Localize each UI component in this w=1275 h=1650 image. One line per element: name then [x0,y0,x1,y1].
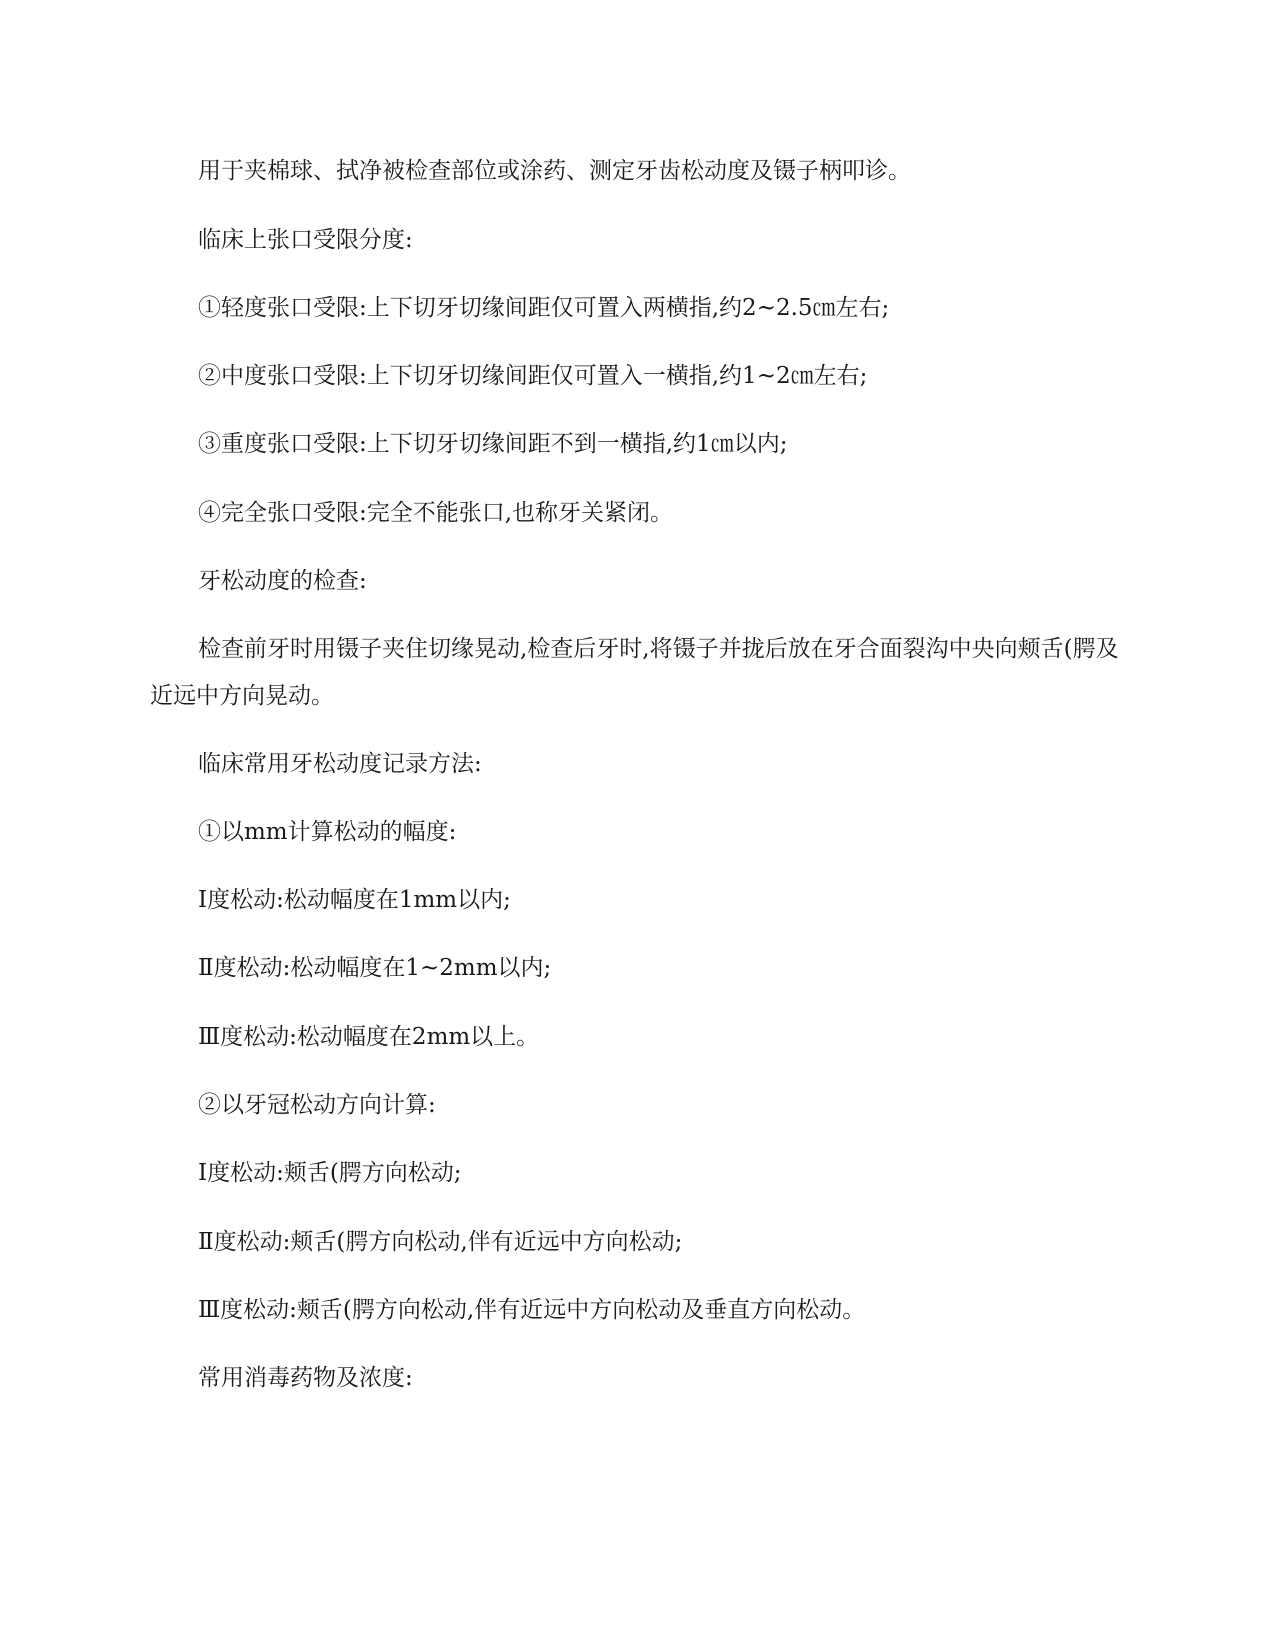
list-item-direction-degree-1: Ⅰ度松动:颊舌(腭方向松动; [198,1160,462,1186]
list-item-mild-trismus: ①轻度张口受限:上下切牙切缘间距仅可置入两横指,约2~2.5㎝左右; [198,295,890,321]
list-item-method-by-direction: ②以牙冠松动方向计算: [198,1092,436,1118]
list-item-severe-trismus: ③重度张口受限:上下切牙切缘间距不到一横指,约1㎝以内; [198,431,788,457]
paragraph-mobility-exam-method: 检查前牙时用镊子夹住切缘晃动,检查后牙时,将镊子并拢后放在牙合面裂沟中央向颊舌(腭及近远中方向晃动。 [150,636,1119,709]
heading-trismus-grading: 临床上张口受限分度: [198,227,413,253]
list-item-mm-degree-3: Ⅲ度松动:松动幅度在2mm以上。 [198,1024,540,1050]
list-item-method-by-mm: ①以mm计算松动的幅度: [198,819,457,845]
list-item-mm-degree-1: Ⅰ度松动:松动幅度在1mm以内; [198,887,511,913]
list-item-direction-degree-2: Ⅱ度松动:颊舌(腭方向松动,伴有近远中方向松动; [198,1229,683,1255]
list-item-moderate-trismus: ②中度张口受限:上下切牙切缘间距仅可置入一横指,约1~2㎝左右; [198,363,868,389]
list-item-direction-degree-3: Ⅲ度松动:颊舌(腭方向松动,伴有近远中方向松动及垂直方向松动。 [198,1297,866,1323]
heading-mobility-recording-methods: 临床常用牙松动度记录方法: [198,751,482,777]
heading-tooth-mobility-exam: 牙松动度的检查: [198,568,367,594]
list-item-complete-trismus: ④完全张口受限:完全不能张口,也称牙关紧闭。 [198,500,674,526]
paragraph-tweezers-usage: 用于夹棉球、拭净被检查部位或涂药、测定牙齿松动度及镊子柄叩诊。 [198,158,911,184]
list-item-mm-degree-2: Ⅱ度松动:松动幅度在1~2mm以内; [198,955,552,981]
heading-disinfectants: 常用消毒药物及浓度: [198,1365,413,1391]
